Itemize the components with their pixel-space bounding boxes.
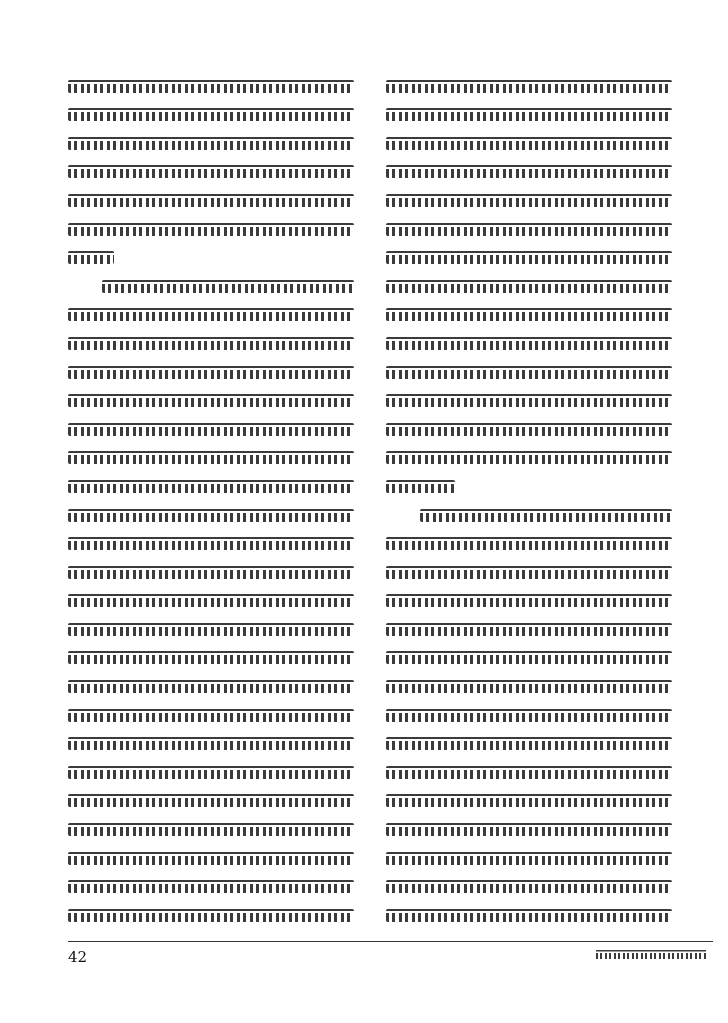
text-line <box>386 264 672 293</box>
text-line <box>68 150 354 179</box>
text-line <box>386 893 672 922</box>
text-line <box>68 464 354 493</box>
running-footer-title <box>596 946 706 962</box>
text-line <box>68 121 354 150</box>
text-line <box>68 607 354 636</box>
text-line <box>68 236 354 265</box>
text-line <box>386 807 672 836</box>
text-line <box>68 836 354 865</box>
text-line <box>68 207 354 236</box>
text-line <box>386 150 672 179</box>
text-line <box>68 379 354 408</box>
text-line <box>386 836 672 865</box>
text-line <box>68 550 354 579</box>
text-line <box>386 607 672 636</box>
text-line <box>386 865 672 894</box>
text-line <box>386 464 672 493</box>
text-line <box>68 779 354 808</box>
text-line <box>68 693 354 722</box>
text-line <box>386 350 672 379</box>
text-line <box>68 750 354 779</box>
text-line <box>68 407 354 436</box>
text-line <box>386 636 672 665</box>
text-line <box>68 93 354 122</box>
text-line <box>386 321 672 350</box>
text-line <box>386 121 672 150</box>
text-line <box>68 636 354 665</box>
text-line <box>68 664 354 693</box>
text-line <box>68 807 354 836</box>
text-line <box>386 579 672 608</box>
text-line <box>386 664 672 693</box>
text-line <box>68 522 354 551</box>
text-line <box>386 722 672 751</box>
text-line <box>68 178 354 207</box>
text-line <box>68 893 354 922</box>
text-line <box>386 293 672 322</box>
text-line <box>68 350 354 379</box>
text-line <box>386 236 672 265</box>
text-line <box>68 493 354 522</box>
text-line <box>386 522 672 551</box>
text-column-left <box>68 64 354 942</box>
text-line <box>386 436 672 465</box>
text-line <box>68 722 354 751</box>
text-line <box>386 750 672 779</box>
text-line <box>386 64 672 93</box>
text-line <box>386 779 672 808</box>
text-line <box>386 379 672 408</box>
text-line <box>386 207 672 236</box>
page-number: 42 <box>68 948 88 966</box>
text-line <box>68 64 354 93</box>
text-line <box>386 407 672 436</box>
text-line <box>386 693 672 722</box>
text-line <box>68 264 354 293</box>
text-line <box>68 436 354 465</box>
text-line <box>386 550 672 579</box>
text-line <box>386 493 672 522</box>
text-line <box>68 293 354 322</box>
text-line <box>68 321 354 350</box>
text-line <box>68 865 354 894</box>
text-column-right <box>386 64 672 942</box>
text-line <box>386 178 672 207</box>
text-line <box>386 93 672 122</box>
text-line <box>68 579 354 608</box>
footer-rule <box>68 941 713 942</box>
